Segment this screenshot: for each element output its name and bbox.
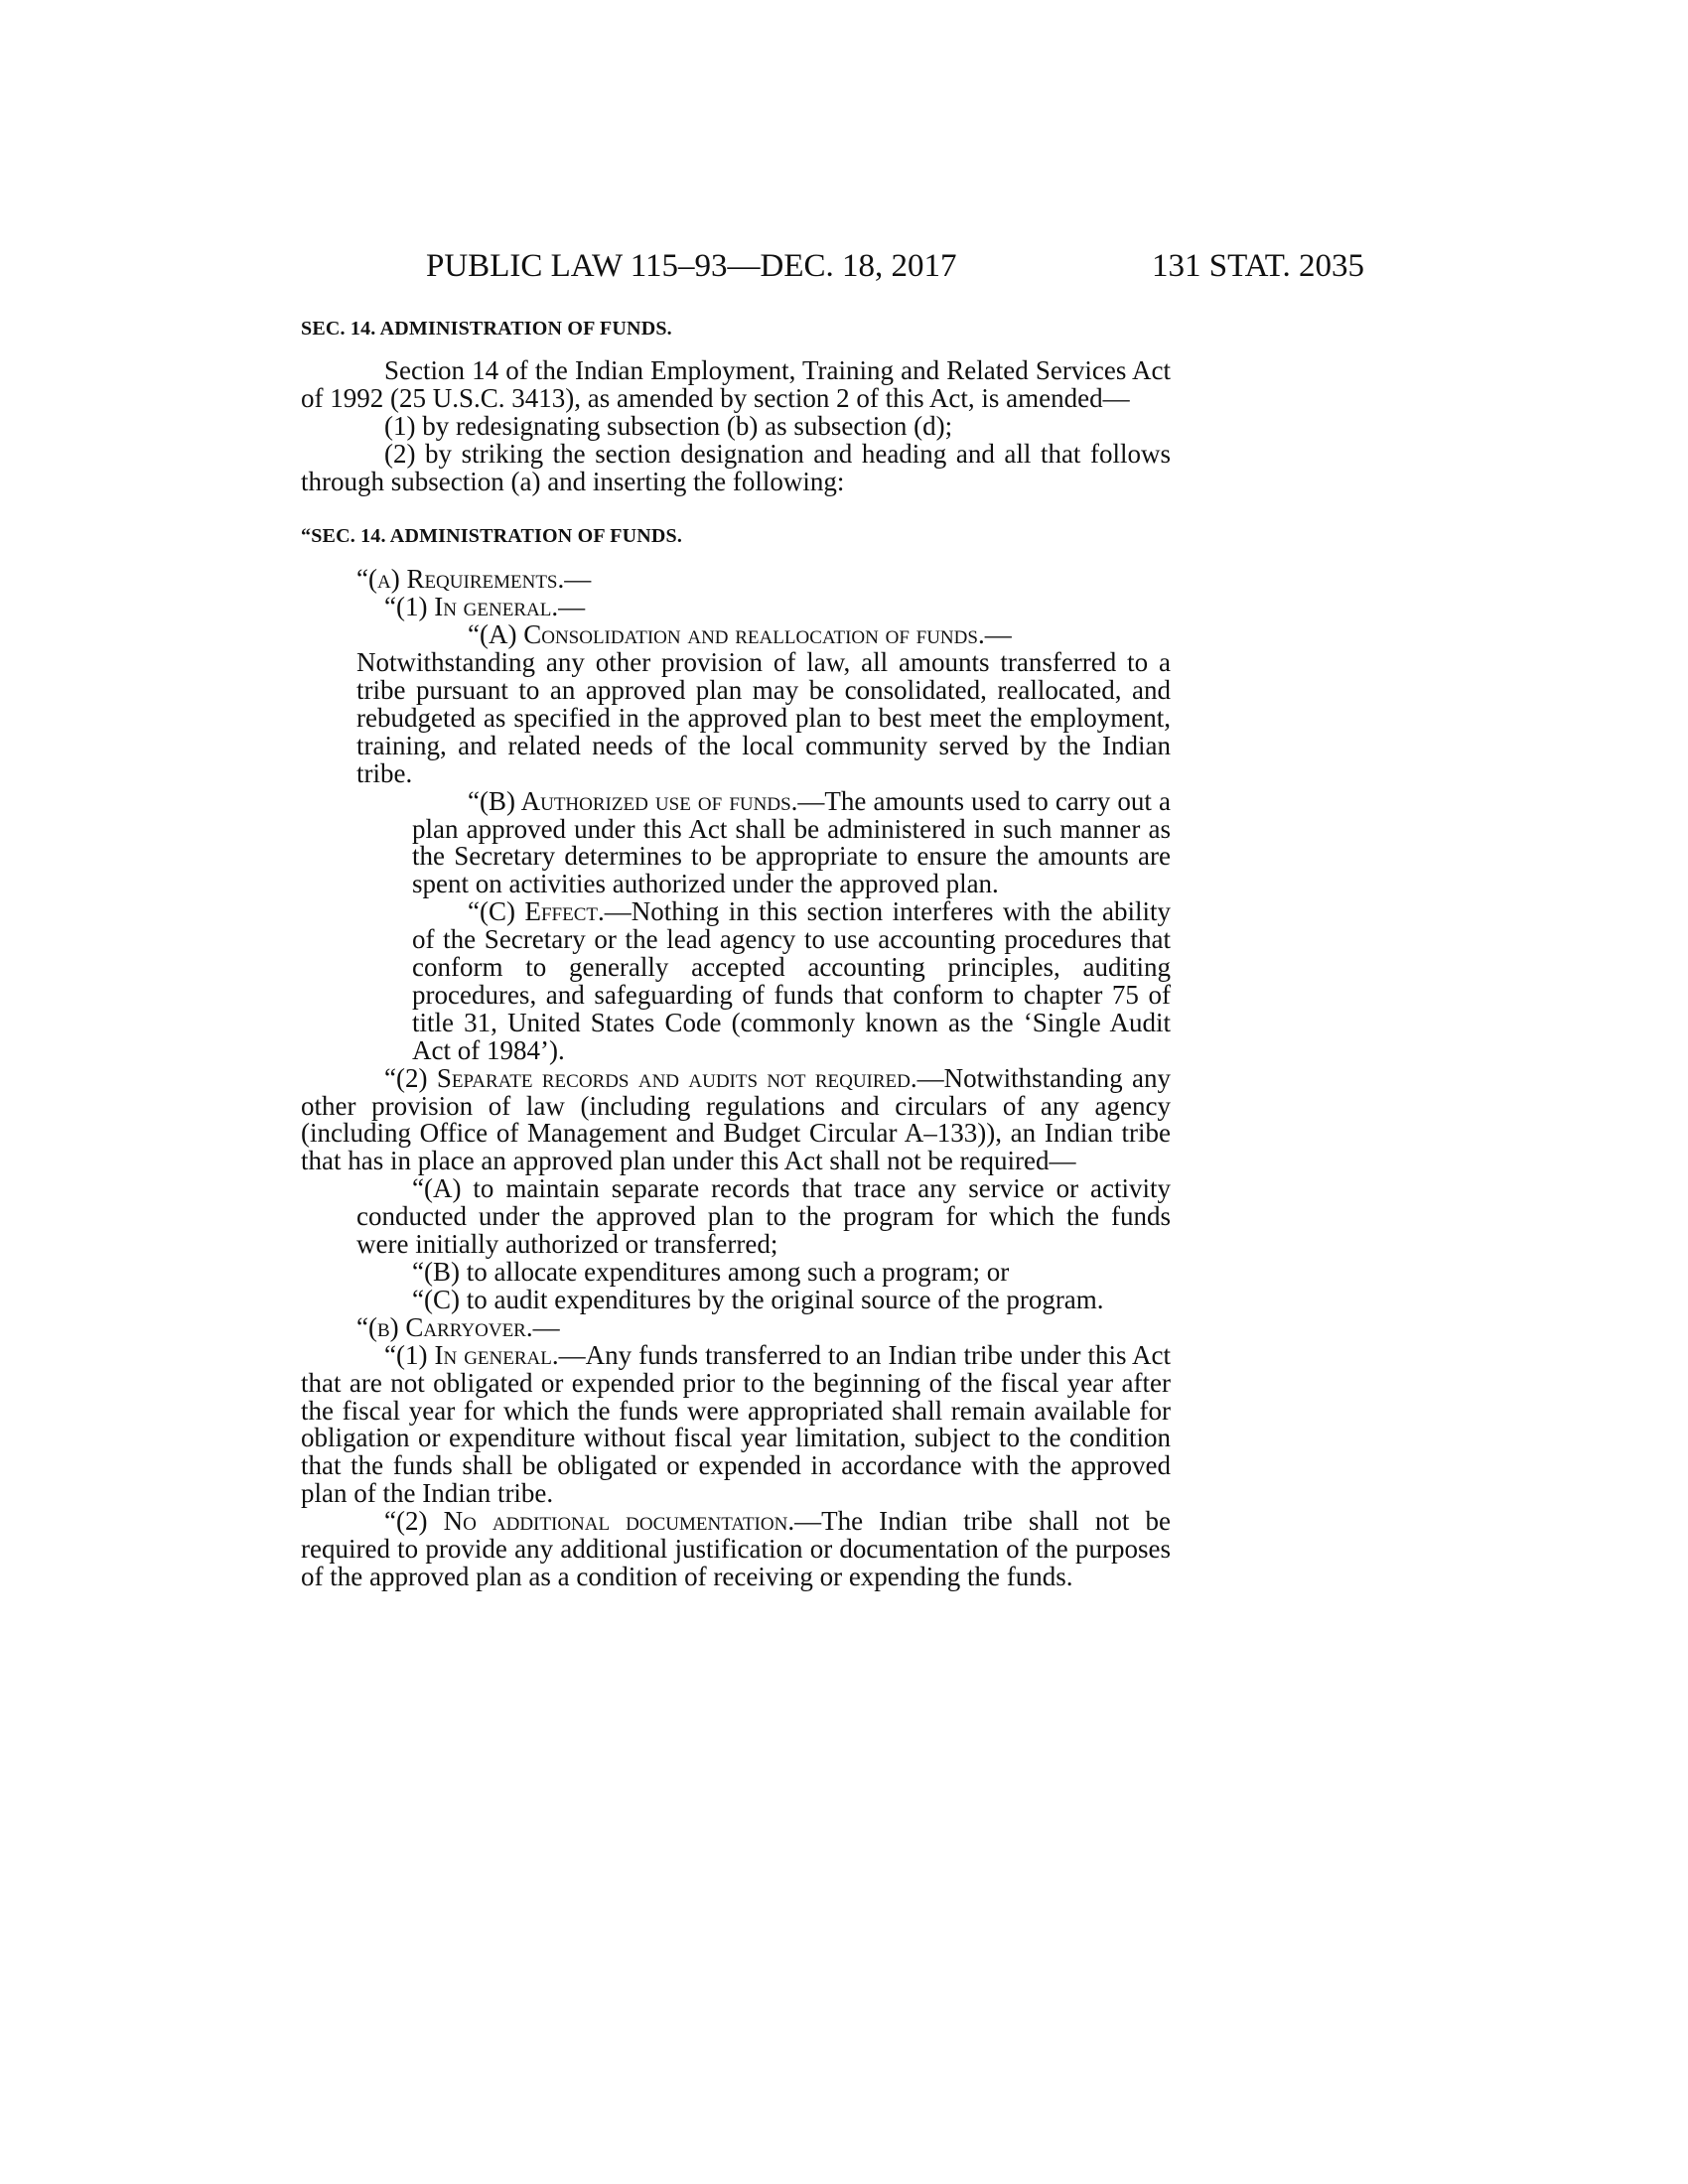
paragraph-a2 — [301, 1062, 1171, 1176]
quoted-section-heading: “SEC. 14. ADMINISTRATION OF FUNDS. — [301, 525, 683, 548]
subparagraph-a2A: “(A) to maintain separate records that trace any service or activity conducted under the approved plan to the program for which the funds were initially authorized or transferred; — [356, 1173, 1171, 1260]
subparagraph-a1B-heading: “(B) Authorized use of funds. — [468, 785, 798, 816]
subparagraph-a1B-text: —The amounts used to carry out a plan approved under this Act shall be administered in such manner as the Secretary determines to be appropriate to ensure the amounts are spent on activities authorized under the approved plan. — [412, 785, 1171, 899]
running-head: PUBLIC LAW 115–93—DEC. 18, 2017 — [426, 248, 957, 284]
paragraph-a1-heading: “(1) In general.— — [384, 592, 586, 622]
subparagraph-a2B: “(B) to allocate expenditures among such a program; or — [412, 1257, 1010, 1287]
paragraph-b2 — [301, 1508, 1171, 1591]
statute-page-number: 131 STAT. 2035 — [1152, 248, 1365, 284]
subparagraph-a2C: “(C) to audit expenditures by the original source of the program. — [412, 1284, 1104, 1314]
section-intro: Section 14 of the Indian Employment, Training and Related Services Act of 1992 (25 U.S.C. 3413), as amended by section 2 of this Act, is amended— — [301, 354, 1171, 413]
amendment-item-1: (1) by redesignating subsection (b) as subsection (d); — [384, 410, 953, 441]
amendment-item-2: (2) by striking the section designation and heading and all that follows through subsection (a) and inserting the following: — [301, 438, 1171, 496]
subparagraph-a1A-text: Notwithstanding any other provision of law, all amounts transferred to a tribe pursuant to an approved plan may be consolidated, reallocated, and rebudgeted as specified in the approved plan to best meet the employment, training, and related needs of the local community served by the Indian tribe. — [356, 647, 1171, 788]
paragraph-b1-text: —Any funds transferred to an Indian tribe under this Act that are not obligated or expended prior to the beginning of the fiscal year after the fiscal year for which the funds were appropriated shall remain available for obligation or expenditure without fiscal year limitation, subject to the condition that the funds shall be obligated or expended in accordance with the approved plan of the Indian tribe. — [301, 1339, 1172, 1509]
subparagraph-a1A — [301, 621, 1171, 787]
paragraph-b2-heading: “(2) No additional documentation. — [384, 1506, 795, 1537]
paragraph-b1-heading: “(1) In general. — [384, 1339, 559, 1370]
section-heading: SEC. 14. ADMINISTRATION OF FUNDS. — [301, 318, 672, 340]
subparagraph-a1B — [301, 785, 1171, 899]
subparagraph-a1C — [301, 898, 1171, 1064]
paragraph-b1 — [301, 1339, 1172, 1509]
subparagraph-a1A-heading: “(A) Consolidation and reallocation of funds.— — [468, 619, 1012, 650]
paragraph-a2-heading: “(2) Separate records and audits not required. — [384, 1062, 917, 1093]
paragraph-a2-text: —Notwithstanding any other provision of law (including regulations and circulars of any agency (including Office of Management and Budget Circular A–133)), an Indian tribe that has in place an approved plan under this Act shall not be required— — [301, 1062, 1171, 1176]
subparagraph-a1C-text: —Nothing in this section interferes with the ability of the Secretary or the lead agency to use accounting procedures that conform to generally accepted accounting principles, auditing procedures, and safeguarding of funds that conform to chapter 75 of title 31, United States Code (commonly known as the ‘Single Audit Act of 1984’). — [412, 896, 1171, 1065]
page-body — [301, 316, 1171, 1591]
page-header — [0, 248, 1688, 292]
paragraph-b2-text: —The Indian tribe shall not be required to provide any additional justification or documentation of the purposes of the approved plan as a condition of receiving or expending the funds. — [301, 1506, 1171, 1591]
subparagraph-a1C-heading: “(C) Effect. — [468, 896, 605, 927]
subsection-a-heading: “(a) Requirements.— — [356, 564, 592, 595]
subsection-b-heading: “(b) Carryover.— — [356, 1311, 560, 1342]
